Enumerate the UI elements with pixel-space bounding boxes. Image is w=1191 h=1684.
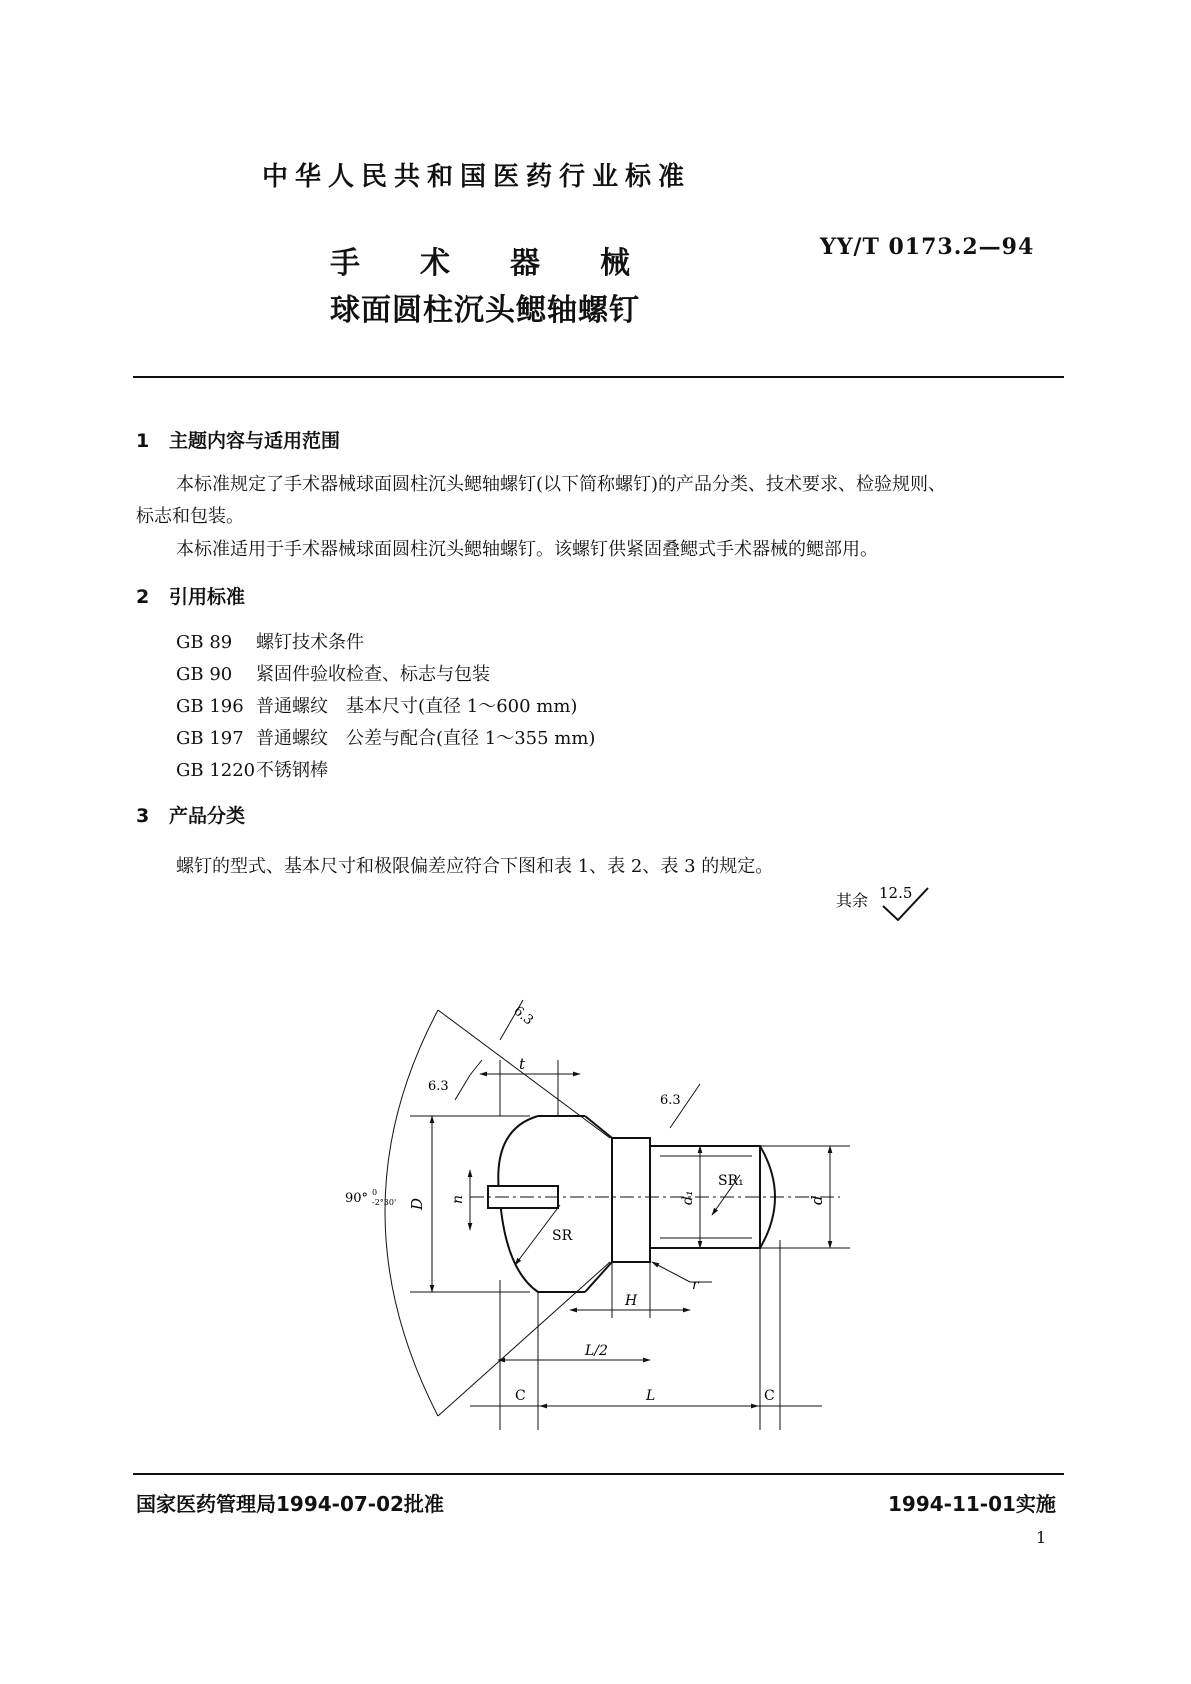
label-C-right: C <box>764 1388 775 1404</box>
reference-title: 普通螺纹 基本尺寸(直径 1～600 mm) <box>256 696 578 717</box>
roughness-default-value: 12.5 <box>879 884 913 902</box>
label-L: L <box>646 1388 656 1404</box>
roughness-value: 6.3 <box>660 1093 681 1108</box>
issuing-organization: 中华人民共和国医药行业标准 <box>262 162 692 192</box>
label-angle: 90° <box>345 1191 369 1206</box>
reference-code: GB 89 <box>176 632 233 653</box>
approval-statement: 国家医药管理局1994-07-02批准 <box>136 1492 444 1516</box>
label-r: r <box>692 1277 699 1293</box>
paragraph: 本标准适用于手术器械球面圆柱沉头鳃轴螺钉。该螺钉供紧固叠鳃式手术器械的鳃部用。 <box>176 539 878 560</box>
label-L-half: L/2 <box>585 1343 608 1359</box>
reference-code: GB 196 <box>176 696 244 717</box>
paragraph: 本标准规定了手术器械球面圆柱沉头鳃轴螺钉(以下简称螺钉)的产品分类、技术要求、检验规则、 <box>176 474 947 495</box>
paragraph: 螺钉的型式、基本尺寸和极限偏差应符合下图和表 1、表 2、表 3 的规定。 <box>176 856 774 877</box>
cone-top <box>585 1116 612 1138</box>
standard-code: YY/T 0173.2—94 <box>820 234 1035 260</box>
cone-bottom <box>585 1262 612 1292</box>
effective-date: 1994-11-01实施 <box>888 1492 1056 1516</box>
roughness-value: 6.3 <box>510 1003 536 1029</box>
label-SR1: SR₁ <box>718 1173 744 1189</box>
section-number: 1 <box>136 430 150 452</box>
title-char: 手 <box>330 246 360 281</box>
label-H: H <box>625 1293 638 1309</box>
label-d: d <box>808 1195 826 1205</box>
shaft <box>612 1138 650 1262</box>
footer-divider <box>133 1473 1064 1475</box>
label-d1: d₁ <box>680 1190 696 1205</box>
roughness-value: 6.3 <box>428 1079 449 1094</box>
label-angle-tol-upper: 0 <box>372 1188 378 1197</box>
reference-code: GB 90 <box>176 664 233 685</box>
label-angle-tol-lower: -2°30' <box>372 1198 397 1207</box>
reference-title: 紧固件验收检查、标志与包装 <box>256 664 490 685</box>
label-t: t <box>519 1055 526 1073</box>
document-title-line2: 球面圆柱沉头鳃轴螺钉 <box>330 293 640 328</box>
label-n: n <box>450 1194 466 1204</box>
reference-title: 螺钉技术条件 <box>256 632 364 653</box>
label-SR: SR <box>552 1228 573 1244</box>
section-title: 产品分类 <box>169 805 246 827</box>
title-char: 器 <box>510 246 540 281</box>
reference-code: GB 197 <box>176 728 244 749</box>
leader-r <box>652 1262 690 1282</box>
label-D: D <box>408 1197 426 1210</box>
section-title: 主题内容与适用范围 <box>169 430 341 452</box>
roughness-note-label: 其余 <box>836 891 869 910</box>
page-number: 1 <box>1036 1528 1047 1547</box>
screw-outline <box>488 1116 775 1292</box>
reference-title: 普通螺纹 公差与配合(直径 1～355 mm) <box>256 728 596 749</box>
section-title: 引用标准 <box>169 586 246 608</box>
section-number: 2 <box>136 586 150 608</box>
title-char: 械 <box>600 246 630 281</box>
reference-code: GB 1220 <box>176 760 256 781</box>
paragraph: 标志和包装。 <box>136 506 244 527</box>
label-C-left: C <box>515 1388 526 1404</box>
title-char: 术 <box>420 246 450 281</box>
angle-arc <box>385 1010 438 1416</box>
section-number: 3 <box>136 805 150 827</box>
reference-title: 不锈钢棒 <box>256 760 328 781</box>
